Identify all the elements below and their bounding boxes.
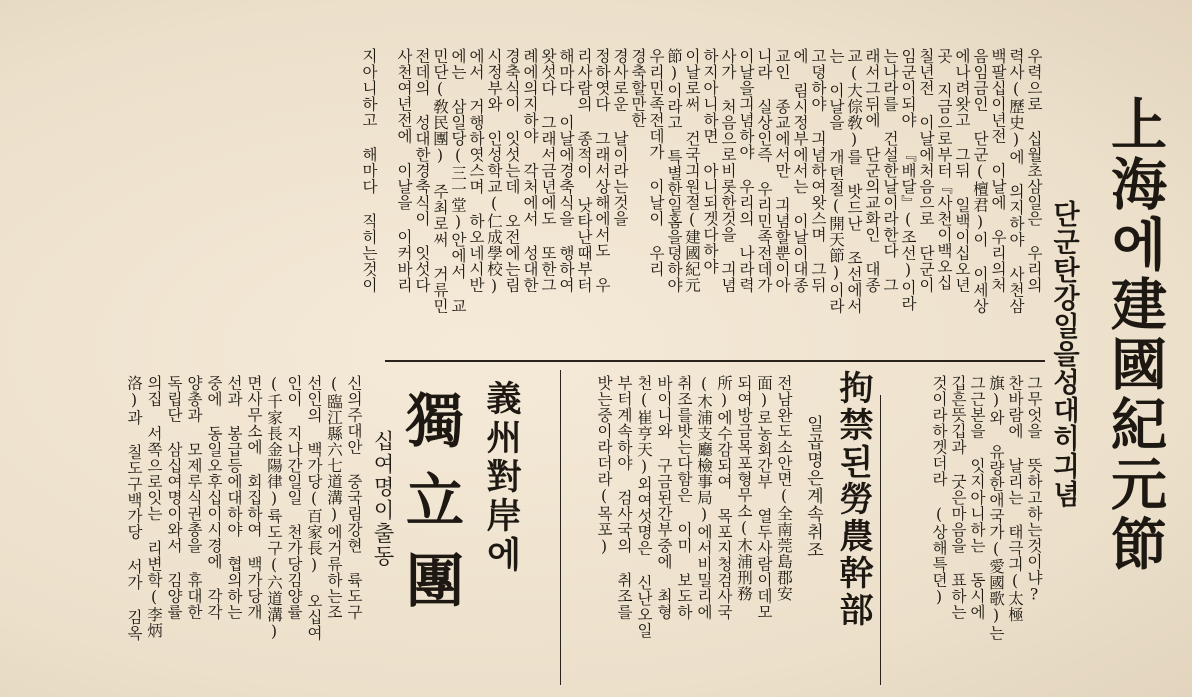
text-column: (木浦支廳檢事局)에서비밀리에 bbox=[695, 375, 713, 620]
text-column: 이날을긔념하야 우리의 나라력 bbox=[737, 48, 755, 293]
text-column: 부터계속하야 검사국의 취조를 bbox=[615, 375, 633, 620]
text-column: 곳 지금으로부터『사천이백오십 bbox=[935, 48, 953, 291]
text-column: 이날로써 건국긔원절(建國紀元 bbox=[683, 48, 701, 293]
dangun-headline: 上海에建國紀元節 bbox=[1102, 95, 1168, 575]
text-column: 니라 실상인즉 우리민족전데가 bbox=[755, 48, 773, 293]
text-column: 신의주대안 중국림강현 륙도구 bbox=[345, 375, 363, 620]
text-column: (千家長金陽律)륙도구(六道溝) bbox=[265, 375, 283, 641]
text-column: 왓섯다 그래서금년에도 또한그 bbox=[539, 48, 557, 293]
text-column: 임군이되야 『배달』(조선)이라 bbox=[899, 48, 917, 312]
text-column: 음임금인 단군(檀君)이 이세상 bbox=[971, 48, 989, 314]
text-column: 칠년전 이날에처음으로 단군이 bbox=[917, 48, 935, 293]
text-column: 독립단 삼십여명이와서 김양률 bbox=[165, 375, 183, 620]
arrest-headline: 拘禁된勞農幹部 bbox=[833, 370, 873, 629]
text-column: 전데의 성대한경축식이 잇섯다 bbox=[413, 48, 431, 293]
text-column: 面)로농회간부 열두사람이데모 bbox=[755, 375, 773, 620]
text-column: 면사무소에 회집하여 백가당개 bbox=[245, 375, 263, 620]
text-column: 에는 삼일당(三一堂)안에서 교 bbox=[449, 48, 467, 314]
text-column: 례에의지하야 각처에서 성대한 bbox=[521, 48, 539, 293]
text-column: 깁흔뜻깁과 굿은마음을 표하는 bbox=[949, 375, 967, 620]
text-column: 경사로운 날이라는것을 bbox=[611, 48, 629, 227]
text-column: (臨江縣六七道溝)에거류하는조 bbox=[325, 375, 343, 620]
vertical-rule-arrest bbox=[880, 395, 881, 685]
text-column: 정하엿다 그래서상해에서도 우 bbox=[593, 48, 611, 293]
text-column: 지아니하고 해마다 직히는것이 bbox=[360, 48, 378, 293]
uiju-subheadline: 십여명이출동 bbox=[371, 430, 395, 568]
text-column: 력사(歷史)에 의지하야 사천삼 bbox=[1007, 48, 1025, 314]
text-column: 所)에수감되여 목포지청검사국 bbox=[715, 375, 733, 620]
text-column: 는 이날을 개텬절(開天節)이라 bbox=[827, 48, 845, 314]
text-column: 인이 지나간일일 천가당김양률 bbox=[285, 375, 303, 620]
text-column: 교인 종교에서만 긔념할뿐이아 bbox=[773, 48, 791, 293]
vertical-rule-uiju bbox=[560, 370, 561, 685]
text-column: 양총과 모제루식권총을 휴대한 bbox=[185, 375, 203, 620]
text-column: 고뎡하야 긔념하여왓스며 그뒤 bbox=[809, 48, 827, 293]
uiju-headline-line2: 獨立團 bbox=[396, 390, 464, 630]
text-column: 시정부와 인성학교(仁成學校) bbox=[485, 48, 503, 296]
text-column: 천(崔亨天)외여섯명은 신난오일 bbox=[635, 375, 653, 639]
text-column: 그근본을 잇지아니하는 동시에 bbox=[968, 375, 986, 620]
text-column: 밧는중이라더라(목포) bbox=[595, 375, 613, 556]
text-column: 바이니와 구금된간부중에 최형 bbox=[655, 375, 673, 620]
text-column: 우리민족전데가 이날이 우리 bbox=[647, 48, 665, 277]
text-column: 는나라를 건설한날이라한다 그 bbox=[881, 48, 899, 293]
text-column: 경축식이 잇섯는데 오전에는림 bbox=[503, 48, 521, 293]
text-column: 선과 봉급등에대하야 협의하는 bbox=[225, 375, 243, 620]
text-column: 하지아니하면 아니되겟다하야 bbox=[701, 48, 719, 275]
text-column: 節)이라고 특별한일홈을뎡하야 bbox=[665, 48, 683, 293]
text-column: 리사람의 종적이 낫타난때부터 bbox=[575, 48, 593, 293]
text-column: 선인의 백가당(百家長) 오십여 bbox=[305, 375, 323, 641]
text-column: 찬바람에 날리는 태극긔(太極 bbox=[1006, 375, 1024, 623]
dangun-subheadline: 단군탄강일을성대히긔념 bbox=[1048, 200, 1079, 508]
text-column: 취조를밧는다함은 이미 보도하 bbox=[675, 375, 693, 620]
text-column: 의집 서쪽으로잇는 리변학(李炳 bbox=[145, 375, 163, 639]
text-column: 사천여년전에 이날을 이커바리 bbox=[395, 48, 413, 293]
text-column: 전남완도소안면(全南莞島郡安 bbox=[775, 375, 793, 602]
text-column: 교(大倧敎)를 밧드난 조선에서 bbox=[845, 48, 863, 314]
text-column: 것이라하겟더라 (상해특뎐) bbox=[930, 375, 948, 607]
text-column: 그무엇을 뜻하고하는것이냐? bbox=[1025, 375, 1043, 604]
text-column: 旗)와 유량한애국가(愛國歌)는 bbox=[987, 375, 1005, 641]
text-column: 민단(敎民團) 주최로써 거류민 bbox=[431, 48, 449, 314]
text-column: 해마다 이날에경축식을 행하여 bbox=[557, 48, 575, 293]
text-column: 에서 거행하엿스며 하오네시반 bbox=[467, 48, 485, 293]
text-column: 백팔십이년전 이날에 우리의처 bbox=[989, 48, 1007, 293]
text-column: 경축할만한 bbox=[629, 48, 647, 128]
text-column: 우력으로 십월초삼일은 우리의 bbox=[1025, 48, 1043, 293]
text-column: 래서그뒤에 단군의교화인 대종 bbox=[863, 48, 881, 293]
text-column: 중에 동일오후십이시경에 각각 bbox=[205, 375, 223, 620]
text-column: 에나려왓고 그뒤 일백이십오년 bbox=[953, 48, 971, 293]
text-column: 사가 처음으로비롯한것을 긔념 bbox=[719, 48, 737, 293]
horizontal-rule-main bbox=[385, 360, 1045, 362]
arrest-subheadline: 일곱명은계속취조 bbox=[803, 415, 823, 559]
uiju-headline-line1: 義州對岸에 bbox=[481, 380, 522, 575]
text-column: 洛)과 칠도구백가당 서가 김옥 bbox=[125, 375, 143, 641]
text-column: 에 림시정부에서는 이날이대종 bbox=[791, 48, 809, 293]
text-column: 되여방금목포형무소(木浦刑務 bbox=[735, 375, 753, 602]
